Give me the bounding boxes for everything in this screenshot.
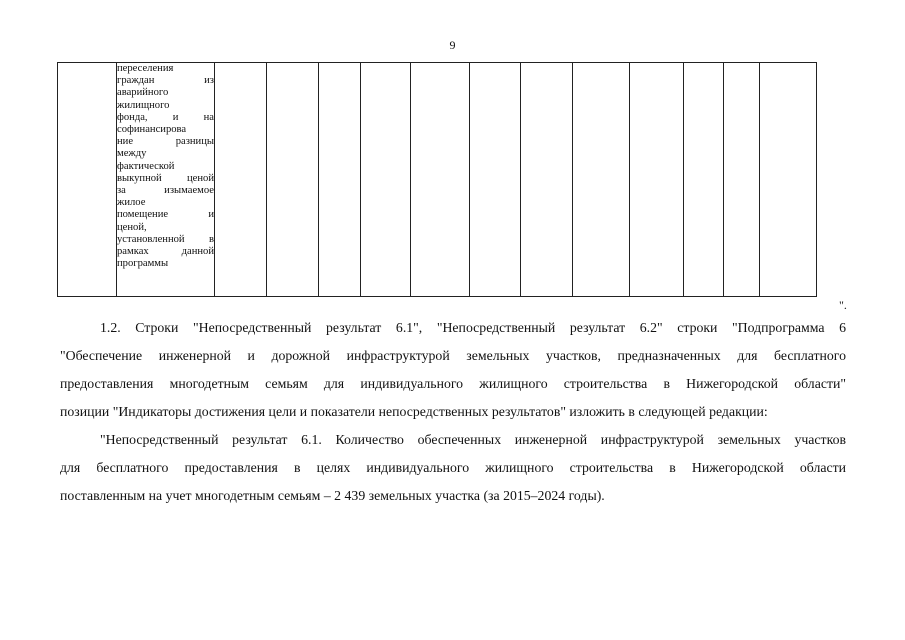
table-cell bbox=[319, 63, 361, 297]
table-cell bbox=[724, 63, 760, 297]
table-cell bbox=[630, 63, 684, 297]
cell-text-line: переселения bbox=[117, 63, 174, 74]
paragraph-line: 1.2. Строки "Непосредственный результат 6.1", "Непосредственный результат 6.2" строки "Подпрограмма 6 bbox=[100, 320, 846, 335]
paragraph-line: "Непосредственный результат 6.1. Количество обеспеченных инженерной инфраструктурой земельных участков bbox=[100, 432, 846, 447]
table-cell-description bbox=[117, 63, 215, 297]
table-cell bbox=[470, 63, 521, 297]
paragraph-line: для бесплатного предоставления в целях индивидуального жилищного строительства в Нижегородской области bbox=[60, 460, 846, 475]
cell-text-line: установленной в bbox=[117, 233, 214, 245]
paragraph-line: предоставления многодетным семьям для индивидуального жилищного строительства в Нижегородской области" bbox=[60, 376, 846, 391]
cell-description-text bbox=[117, 63, 214, 270]
continuation-table bbox=[57, 62, 817, 297]
table-cell bbox=[573, 63, 630, 297]
closing-quote-mark: ". bbox=[839, 298, 847, 312]
cell-text-line: ценой, bbox=[117, 221, 147, 233]
cell-text-line: граждан из bbox=[117, 75, 214, 87]
table-cell-number bbox=[58, 63, 117, 297]
table-cell bbox=[521, 63, 573, 297]
cell-text-line: между bbox=[117, 148, 147, 160]
cell-text-line: выкупной ценой bbox=[117, 172, 214, 184]
table-cell bbox=[684, 63, 724, 297]
table-cell bbox=[361, 63, 411, 297]
table-cell bbox=[411, 63, 470, 297]
table-row bbox=[58, 63, 817, 297]
cell-text-line: софинансирова bbox=[117, 124, 187, 136]
cell-text-line: программы bbox=[117, 258, 169, 270]
cell-text-line: жилищного bbox=[117, 99, 170, 111]
cell-text-line: за изымаемое bbox=[117, 185, 214, 197]
cell-text-line: ние разницы bbox=[117, 136, 214, 148]
page-number: 9 bbox=[449, 38, 456, 52]
cell-text-line: аварийного bbox=[117, 87, 169, 99]
cell-text-line: помещение и bbox=[117, 209, 214, 221]
paragraph-line: позиции "Индикаторы достижения цели и показатели непосредственных результатов" изложить в следующей редакции: bbox=[60, 404, 768, 419]
paragraph-line: "Обеспечение инженерной и дорожной инфраструктурой земельных участков, предназначенных для бесплатного bbox=[60, 348, 846, 363]
table-cell bbox=[215, 63, 267, 297]
paragraph-line: поставленным на учет многодетным семьям – 2 439 земельных участка (за 2015–2024 годы). bbox=[60, 488, 605, 503]
cell-text-line: рамках данной bbox=[117, 246, 214, 258]
table-cell bbox=[267, 63, 319, 297]
table-cell bbox=[760, 63, 817, 297]
cell-text-line: фонда, и на bbox=[117, 111, 214, 123]
cell-text-line: фактической bbox=[117, 160, 175, 172]
cell-text-line: жилое bbox=[117, 197, 146, 209]
